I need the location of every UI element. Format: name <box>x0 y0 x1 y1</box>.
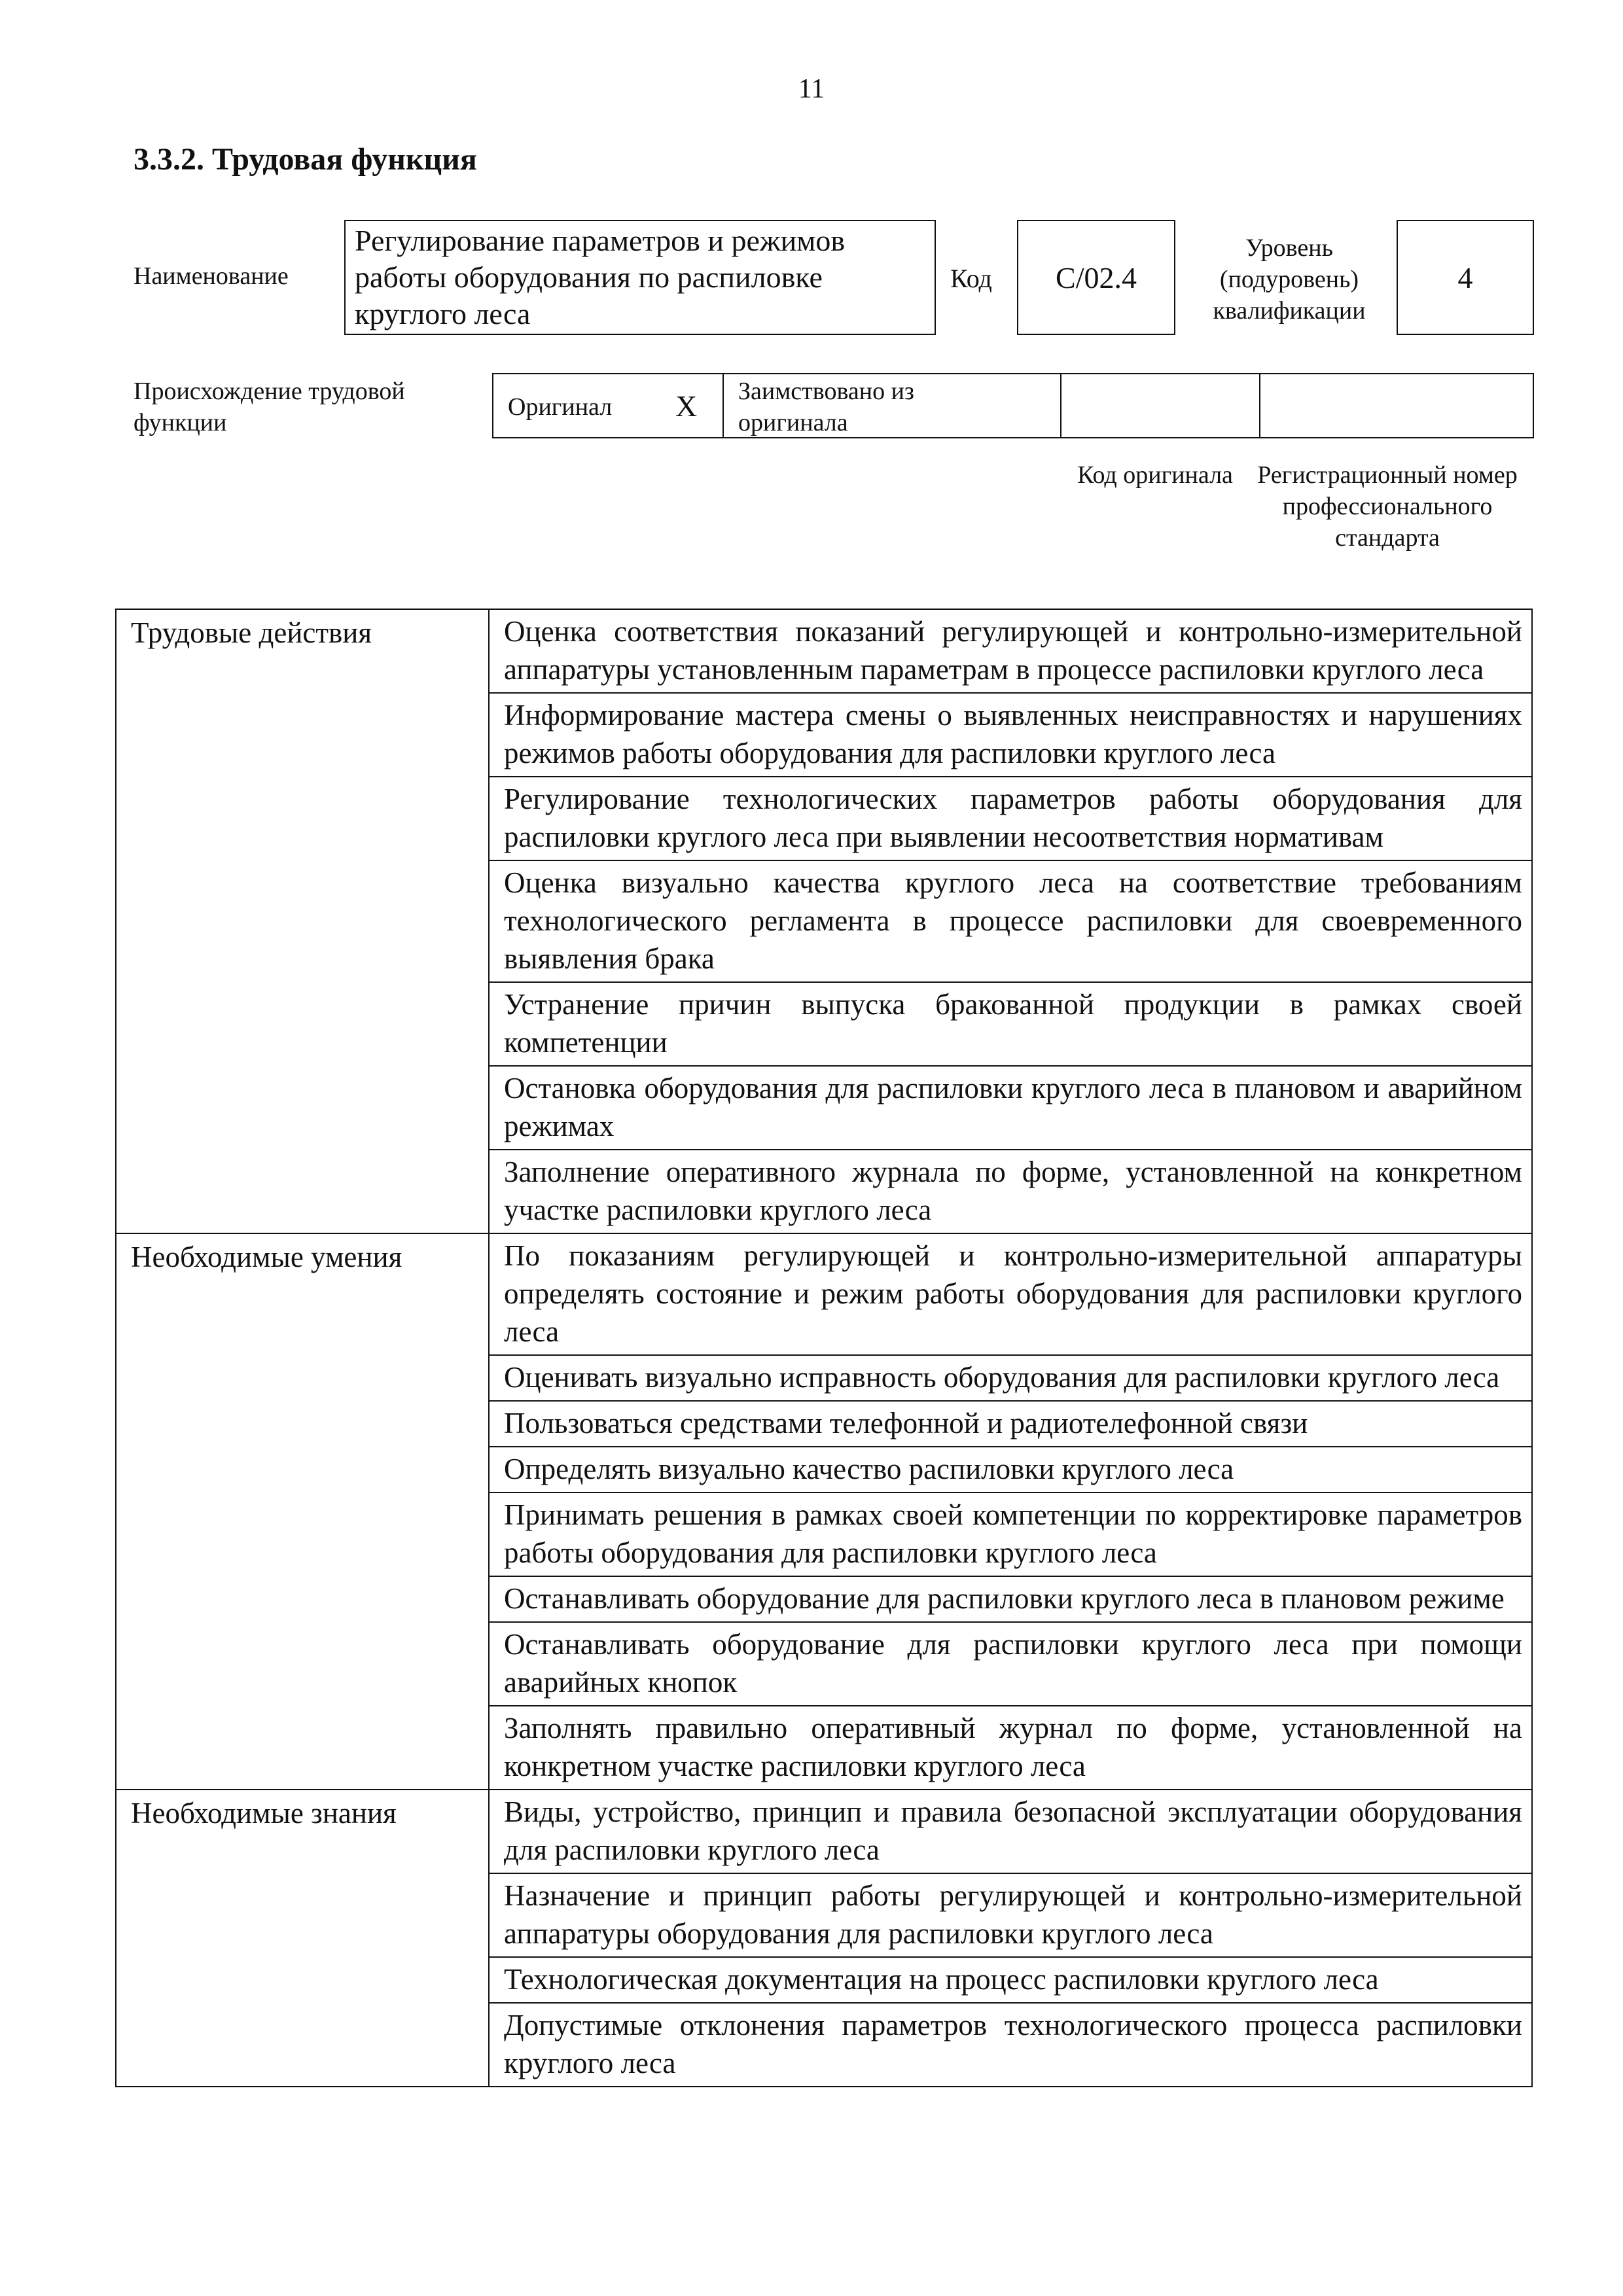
item-cell: Оценивать визуально исправность оборудования для распиловки круглого леса <box>489 1355 1532 1401</box>
original-mark: X <box>675 389 698 423</box>
origin-divider-2 <box>1060 374 1061 437</box>
item-cell: Информирование мастера смены о выявленных неисправностях и нарушениях режимов работы оборудования для распиловки круглого леса <box>489 693 1532 777</box>
item-cell: Допустимые отклонения параметров технологического процесса распиловки круглого леса <box>489 2003 1532 2087</box>
origin-divider-3 <box>1259 374 1260 437</box>
origin-table <box>492 373 1534 438</box>
category-cell: Необходимые умения <box>116 1233 489 1790</box>
item-cell: Пользоваться средствами телефонной и радиотелефонной связи <box>489 1401 1532 1447</box>
section-title: 3.3.2. Трудовая функция <box>134 142 477 177</box>
original-label: Оригинал <box>508 393 613 421</box>
category-cell: Необходимые знания <box>116 1790 489 2087</box>
item-cell: Определять визуально качество распиловки круглого леса <box>489 1447 1532 1492</box>
code-value: C/02.4 <box>1056 260 1137 294</box>
item-cell: Заполнять правильно оперативный журнал по форме, установленной на конкретном участке распиловки круглого леса <box>489 1706 1532 1790</box>
name-label: Наименование <box>134 262 289 290</box>
item-cell: Оценка визуально качества круглого леса на соответствие требованиям технологического регламента в процессе распиловки для своевременного выявления брака <box>489 860 1532 982</box>
item-cell: Виды, устройство, принцип и правила безопасной эксплуатации оборудования для распиловки круглого леса <box>489 1790 1532 1873</box>
origin-label: Происхождение трудовой функции <box>134 378 405 436</box>
page-number: 11 <box>798 74 825 104</box>
item-cell: По показаниям регулирующей и контрольно-измерительной аппаратуры определять состояние и режим работы оборудования для распиловки круглого леса <box>489 1233 1532 1355</box>
function-details-table <box>115 609 1533 2087</box>
table-row <box>116 1233 1532 1355</box>
item-cell: Останавливать оборудование для распиловки круглого леса в плановом режиме <box>489 1576 1532 1622</box>
origin-divider-1 <box>722 374 724 437</box>
item-cell: Заполнение оперативного журнала по форме, установленной на конкретном участке распиловки круглого леса <box>489 1150 1532 1233</box>
item-cell: Принимать решения в рамках своей компетенции по корректировке параметров работы оборудования для распиловки круглого леса <box>489 1492 1532 1576</box>
item-cell: Регулирование технологических параметров работы оборудования для распиловки круглого леса при выявлении несоответствия нормативам <box>489 777 1532 860</box>
level-label: Уровень (подуровень) квалификации <box>1213 234 1366 325</box>
name-value: Регулирование параметров и режимов работы оборудования по распиловке круглого леса <box>355 224 846 330</box>
origin-code-caption: Код оригинала <box>1077 461 1233 489</box>
category-cell: Трудовые действия <box>116 609 489 1233</box>
item-cell: Оценка соответствия показаний регулирующей и контрольно-измерительной аппаратуры установленным параметрам в процессе распиловки круглого леса <box>489 609 1532 693</box>
item-cell: Устранение причин выпуска бракованной продукции в рамках своей компетенции <box>489 982 1532 1066</box>
item-cell: Останавливать оборудование для распиловки круглого леса при помощи аварийных кнопок <box>489 1622 1532 1706</box>
item-cell: Технологическая документация на процесс распиловки круглого леса <box>489 1957 1532 2003</box>
origin-reg-caption: Регистрационный номер профессионального стандарта <box>1257 461 1518 552</box>
name-value-box <box>344 220 936 335</box>
code-label: Код <box>950 264 992 293</box>
table-row <box>116 609 1532 693</box>
code-value-box <box>1017 220 1175 335</box>
borrowed-label: Заимствовано из оригинала <box>738 378 914 436</box>
table-row <box>116 1790 1532 1873</box>
item-cell: Назначение и принцип работы регулирующей и контрольно-измерительной аппаратуры оборудования для распиловки круглого леса <box>489 1873 1532 1957</box>
item-cell: Остановка оборудования для распиловки круглого леса в плановом и аварийном режимах <box>489 1066 1532 1150</box>
level-value-box <box>1397 220 1534 335</box>
level-value: 4 <box>1457 260 1473 294</box>
